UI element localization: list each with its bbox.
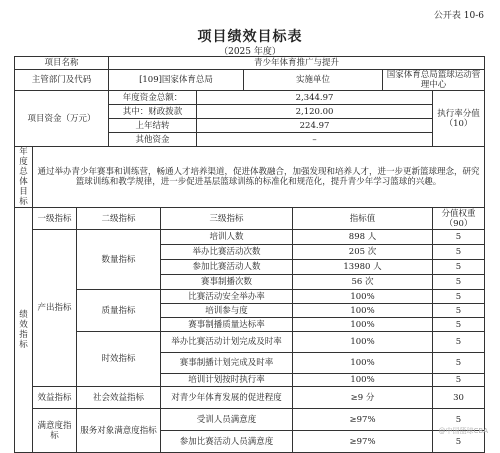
indicator-weight: 5 (433, 374, 485, 387)
indicator-weight: 5 (433, 290, 485, 304)
indicator-value: 100% (293, 290, 433, 304)
benefit-label: 效益指标 (33, 387, 77, 409)
indicator-value: 205 次 (293, 245, 433, 260)
indicator-name: 参加比赛活动人员满意度 (161, 431, 293, 453)
indicator-name: 参加比赛活动人数 (161, 260, 293, 275)
funds-total-label: 年度资金总额： (109, 91, 197, 105)
unit-value: 国家体育总局篮球运动管理中心 (383, 70, 485, 91)
service-satisfaction-label: 服务对象满意度指标 (77, 409, 161, 453)
indicator-name: 培训人数 (161, 230, 293, 245)
dept-value: [109]国家体育总局 (109, 70, 244, 91)
goal-label: 年度总体目标 (15, 147, 33, 208)
col-level2: 二级指标 (77, 208, 161, 230)
funds-other-value: – (197, 133, 433, 147)
funds-carryover-value: 224.97 (197, 119, 433, 133)
indicator-weight: 5 (433, 260, 485, 275)
fiscal-year: （2025 年度） (219, 47, 281, 57)
indicator-value: ≥97% (293, 431, 433, 453)
indicator-value: 100% (293, 332, 433, 353)
social-benefit-label: 社会效益指标 (77, 387, 161, 409)
indicator-value: 100% (293, 353, 433, 374)
col-level3: 三级指标 (161, 208, 293, 230)
funds-label: 项目资金（万元） (15, 91, 109, 147)
unit-label: 实施单位 (244, 70, 383, 91)
quality-label: 质量指标 (77, 290, 161, 332)
col-weight: 分值权重（90） (433, 208, 485, 230)
page-title: 项目绩效目标表 (197, 29, 303, 45)
indicator-name: 对青少年体育发展的促进程度 (161, 387, 293, 409)
project-name-label: 项目名称 (15, 57, 109, 70)
col-value: 指标值 (293, 208, 433, 230)
satisfaction-label: 满意度指标 (33, 409, 77, 453)
indicator-weight: 5 (433, 318, 485, 332)
indicator-weight: 5 (433, 230, 485, 245)
indicator-name: 赛事制播次数 (161, 275, 293, 290)
performance-target-table (14, 56, 485, 453)
indicator-value: 13980 人 (293, 260, 433, 275)
project-name-value: 青少年体育推广与提升 (109, 57, 485, 70)
indicator-name: 比赛活动安全举办率 (161, 290, 293, 304)
goal-text: 通过举办青少年赛事和训练营，畅通人才培养渠道，促进体教融合，加强发现和培养人才，进一步更新篮球理念，研究篮球训练和教学规律，进一步促进基层篮球训练的标准化和规范化，提升青少年学习篮球的兴趣。 (33, 147, 485, 208)
indicator-weight: 5 (433, 275, 485, 290)
quantity-label: 数量指标 (77, 230, 161, 290)
col-level1: 一级指标 (33, 208, 77, 230)
watermark: @中国篮球CBA (438, 427, 488, 435)
indicator-value: 100% (293, 304, 433, 318)
indicator-name: 赛事制播计划完成及时率 (161, 353, 293, 374)
funds-other-label: 其他资金 (109, 133, 197, 147)
indicator-weight: 5 (433, 431, 485, 453)
indicator-name: 举办比赛活动次数 (161, 245, 293, 260)
indicator-value: ≥9 分 (293, 387, 433, 409)
funds-fiscal-value: 2,120.00 (197, 105, 433, 119)
indicator-weight: 5 (433, 245, 485, 260)
indicator-weight: 30 (433, 387, 485, 409)
form-number: 公开表 10-6 (433, 11, 484, 21)
indicator-name: 受训人员满意度 (161, 409, 293, 431)
indicator-value: ≥97% (293, 409, 433, 431)
indicator-name: 培训参与度 (161, 304, 293, 318)
perf-label: 绩效指标 (15, 208, 33, 453)
indicator-weight: 5 (433, 353, 485, 374)
indicator-value: 898 人 (293, 230, 433, 245)
indicator-weight: 5 (433, 332, 485, 353)
indicator-weight: 5 (433, 409, 485, 431)
funds-carryover-label: 上年结转 (109, 119, 197, 133)
indicator-value: 56 次 (293, 275, 433, 290)
dept-label: 主管部门及代码 (15, 70, 109, 91)
funds-fiscal-label: 其中：财政拨款 (109, 105, 197, 119)
indicator-name: 培训计划按时执行率 (161, 374, 293, 387)
funds-total-value: 2,344.97 (197, 91, 433, 105)
indicator-name: 举办比赛活动计划完成及时率 (161, 332, 293, 353)
indicator-name: 赛事制播质量达标率 (161, 318, 293, 332)
exec-rate-label: 执行率分值（10） (433, 91, 485, 147)
indicator-value: 100% (293, 318, 433, 332)
output-label: 产出指标 (33, 230, 77, 387)
timeliness-label: 时效指标 (77, 332, 161, 387)
indicator-value: 100% (293, 374, 433, 387)
indicator-weight: 5 (433, 304, 485, 318)
